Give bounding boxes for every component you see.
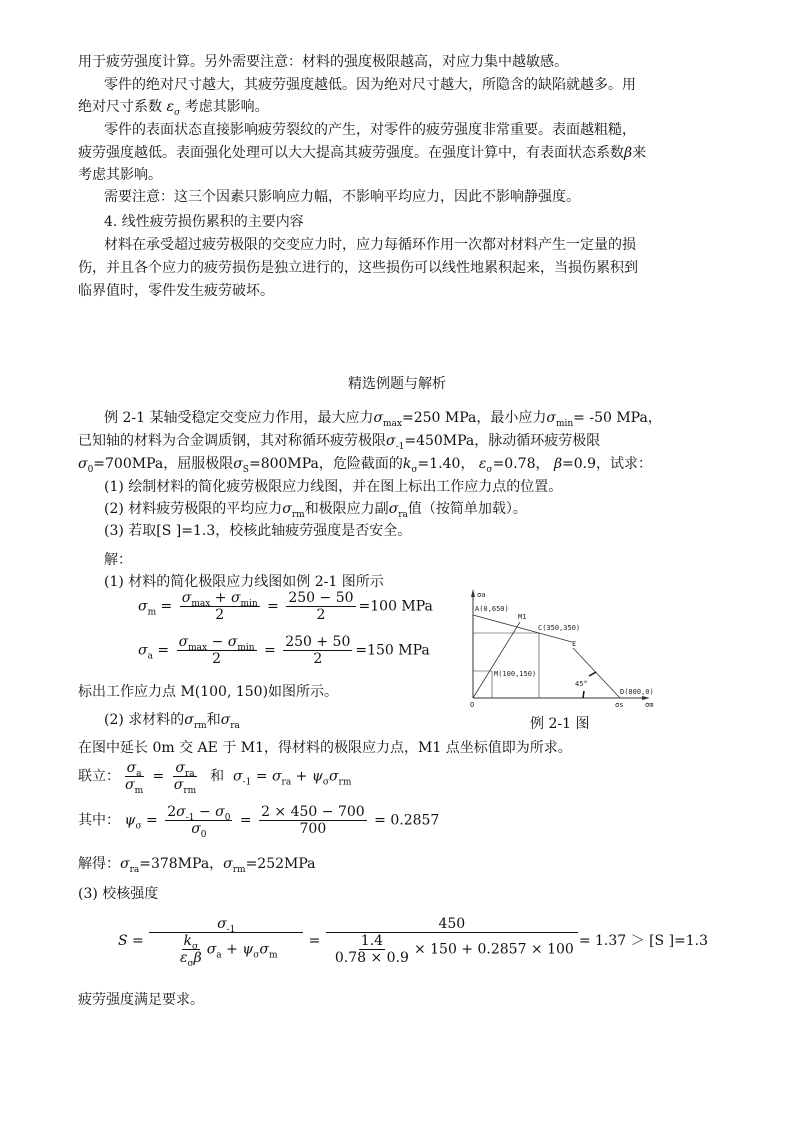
paragraph: 零件的绝对尺寸越大，其疲劳强度越低。因为绝对尺寸越大，所隐含的缺陷就越多。用 bbox=[104, 77, 636, 93]
solution-label: 解： bbox=[104, 552, 132, 568]
text: 来 bbox=[632, 145, 647, 161]
question-1: (1) 绘制材料的简化疲劳极限应力线图，并在图上标出工作应力点的位置。 bbox=[104, 479, 563, 495]
text: 疲劳强度越低。表面强化处理可以大大提高其疲劳强度。在强度计算中，有表面状态系数 bbox=[78, 145, 624, 161]
label-xa: σm bbox=[645, 701, 654, 709]
question-3: (3) 若取[S ]=1.3，校核此轴疲劳强度是否安全。 bbox=[104, 523, 412, 539]
text: (2) 求材料的 bbox=[104, 712, 185, 728]
label-angle: 45° bbox=[575, 680, 588, 688]
text: 2 bbox=[313, 651, 323, 667]
formula-safety-factor: S = $\sigma_{-1}$ $\frac{k_\sigma}{\varepsilon_\sigma\beta}$ $\sigma_a + \psi_\sigma\sigma_m$ = 450 $\frac{1.4}{0.78 \times 0.9}$ × 150 + 0.2857 × 100 = 1.37 ＞ [S ]=1.3 bbox=[118, 916, 709, 969]
text: =450MPa，脉动循环疲劳极限 bbox=[404, 433, 601, 449]
text: 2 bbox=[316, 607, 326, 623]
conclusion: 疲劳强度满足要求。 bbox=[78, 992, 204, 1008]
label-ss: σs bbox=[615, 701, 624, 709]
formula-sigma-a: $\sigma_a$ = $\frac{\sigma_{max} - \sigma_{min}}{2}$ = $\frac{250 + 50}{2}$ =150 MPa bbox=[138, 634, 430, 667]
line-OM1 bbox=[473, 622, 520, 698]
example-line: 例 2-1 某轴受稳定交变应力作用，最大应力$\sigma_{max}=250$ MPa，最小应力$\sigma_{min}= -50$ MPa， bbox=[104, 410, 662, 429]
text: 绝对尺寸系数 bbox=[78, 99, 162, 115]
example-line: 已知轴的材料为合金调质钢，其对称循环疲劳极限$\sigma_{-1}=450MPa$，脉动循环疲劳极限 bbox=[78, 433, 601, 452]
text: 700 bbox=[299, 821, 327, 837]
text: =250 MPa，最小应力 bbox=[402, 410, 547, 426]
text: =150 MPa bbox=[355, 642, 430, 659]
text: 0.78 × 0.9 bbox=[334, 950, 409, 966]
step-1: (1) 材料的简化极限应力线图如例 2-1 图所示 bbox=[104, 574, 384, 590]
text: =700MPa，屈服极限 bbox=[93, 456, 234, 472]
paragraph: 材料在承受超过疲劳极限的交变应力时，应力每循环作用一次都对材料产生一定量的损 bbox=[104, 237, 636, 253]
text: =378MPa， bbox=[139, 856, 224, 872]
label-M: M(100,150) bbox=[494, 670, 537, 678]
text: 250 + 50 bbox=[285, 634, 351, 650]
text: 和 bbox=[206, 712, 221, 728]
paragraph: 疲劳强度越低。表面强化处理可以大大提高其疲劳强度。在强度计算中，有表面状态系数β来 bbox=[78, 145, 647, 161]
paragraph: 需要注意：这三个因素只影响应力幅，不影响平均应力，因此不影响静强度。 bbox=[104, 189, 580, 205]
text: = -50 MPa， bbox=[573, 410, 662, 426]
formula-simultaneous: 联立： $\frac{\sigma_a}{\sigma_m}$ = $\frac{\sigma_{ra}}{\sigma_{rm}}$ 和 $\sigma_{-1} = \sigma_{ra} + \psi_\sigma\sigma_{rm}$ bbox=[78, 760, 352, 796]
paragraph: 零件的表面状态直接影响疲劳裂纹的产生，对零件的疲劳强度非常重要。表面越粗糙， bbox=[104, 122, 636, 138]
text: × 150 + 0.2857 × 100 bbox=[413, 941, 574, 958]
text: (2) 材料疲劳极限的平均应力 bbox=[104, 501, 283, 517]
text: 2 × 450 − 700 bbox=[261, 804, 365, 820]
formula-psi: 其中： $\psi_\sigma$ = $\frac{2\sigma_{-1} - \sigma_0}{\sigma_0}$ = $\frac{2 \times 450 - 700}{700}$ = 0.2857 bbox=[78, 804, 440, 840]
text: =100 MPa bbox=[358, 598, 433, 615]
paragraph: 临界值时，零件发生疲劳破坏。 bbox=[78, 283, 274, 299]
result-line: 解得：$\sigma_{ra}=378MPa$，$\sigma_{rm}=252MPa$ bbox=[78, 856, 316, 875]
text: 考虑其影响。 bbox=[184, 99, 269, 115]
text: =0.9，试求： bbox=[562, 456, 653, 472]
paragraph: 用于疲劳强度计算。另外需要注意：材料的强度极限越高，对应力集中越敏感。 bbox=[78, 54, 568, 70]
formula-sigma-m: $\sigma_m$ = $\frac{\sigma_{max} + \sigma_{min}}{2}$ = $\frac{250 - 50}{2}$ =100 MPa bbox=[138, 590, 433, 623]
label-M1: M1 bbox=[518, 613, 527, 621]
label-E: E bbox=[572, 640, 577, 648]
extend-text: 在图中延长 0m 交 AE 于 M1，得材料的极限应力点，M1 点坐标值即为所求。 bbox=[78, 740, 572, 756]
section-title: 精选例题与解析 bbox=[348, 376, 446, 392]
line-ED bbox=[573, 648, 620, 698]
text: 例 2-1 某轴受稳定交变应力作用，最大应力 bbox=[104, 410, 374, 426]
x-axis-arrow bbox=[642, 696, 650, 700]
text: 其中： bbox=[78, 812, 120, 829]
paragraph: 伤，并且各个应力的疲劳损伤是独立进行的，这些损伤可以线性地累积起来，当损伤累积到 bbox=[78, 260, 638, 276]
y-axis-arrow bbox=[471, 589, 475, 597]
text: =800MPa，危险截面的 bbox=[248, 456, 403, 472]
text: =0.78， bbox=[492, 456, 550, 472]
label-C: C(350,350) bbox=[538, 624, 581, 632]
label-O: O bbox=[470, 701, 475, 709]
text: 250 − 50 bbox=[288, 590, 354, 606]
figure-caption: 例 2-1 图 bbox=[530, 716, 590, 732]
text: 和极限应力副 bbox=[304, 501, 389, 517]
fatigue-limit-diagram bbox=[460, 585, 680, 713]
paragraph: 考虑其影响。 bbox=[78, 167, 162, 183]
paragraph: 绝对尺寸系数 $\varepsilon_\sigma$ 考虑其影响。 bbox=[78, 99, 269, 118]
step-3: (3) 校核强度 bbox=[78, 886, 159, 902]
text: 1.4 bbox=[360, 933, 384, 949]
text: = 0.2857 bbox=[374, 812, 440, 829]
mark-point-text: 标出工作应力点 M(100, 150)如图所示。 bbox=[78, 684, 339, 700]
text: 和 bbox=[210, 768, 225, 785]
text: 已知轴的材料为合金调质钢，其对称循环疲劳极限 bbox=[78, 433, 386, 449]
text: 值（按简单加载）。 bbox=[407, 501, 527, 517]
text: 联立： bbox=[78, 768, 120, 785]
text: =1.40， bbox=[417, 456, 475, 472]
label-A: A(0,650) bbox=[475, 605, 509, 613]
example-line: $\sigma_0=700MPa$，屈服极限$\sigma_S=800MPa$，危险截面的$k_\sigma=1.40$， $\varepsilon_\sigma=0.78$， β=0.9，试求： bbox=[78, 456, 653, 475]
text: 解得： bbox=[78, 856, 120, 872]
step-2: (2) 求材料的$\sigma_{rm}$和$\sigma_{ra}$ bbox=[104, 712, 240, 731]
heading: 4. 线性疲劳损伤累积的主要内容 bbox=[104, 214, 304, 230]
text: = 1.37 ＞ [S ]=1.3 bbox=[578, 933, 709, 949]
label-ya: σa bbox=[477, 591, 486, 599]
text: 450 bbox=[326, 916, 578, 933]
text: =252MPa bbox=[245, 856, 316, 872]
question-2: (2) 材料疲劳极限的平均应力$\sigma_{rm}$和极限应力副$\sigma_{ra}$值（按简单加载）。 bbox=[104, 501, 527, 520]
label-D: D(800,0) bbox=[620, 688, 654, 696]
